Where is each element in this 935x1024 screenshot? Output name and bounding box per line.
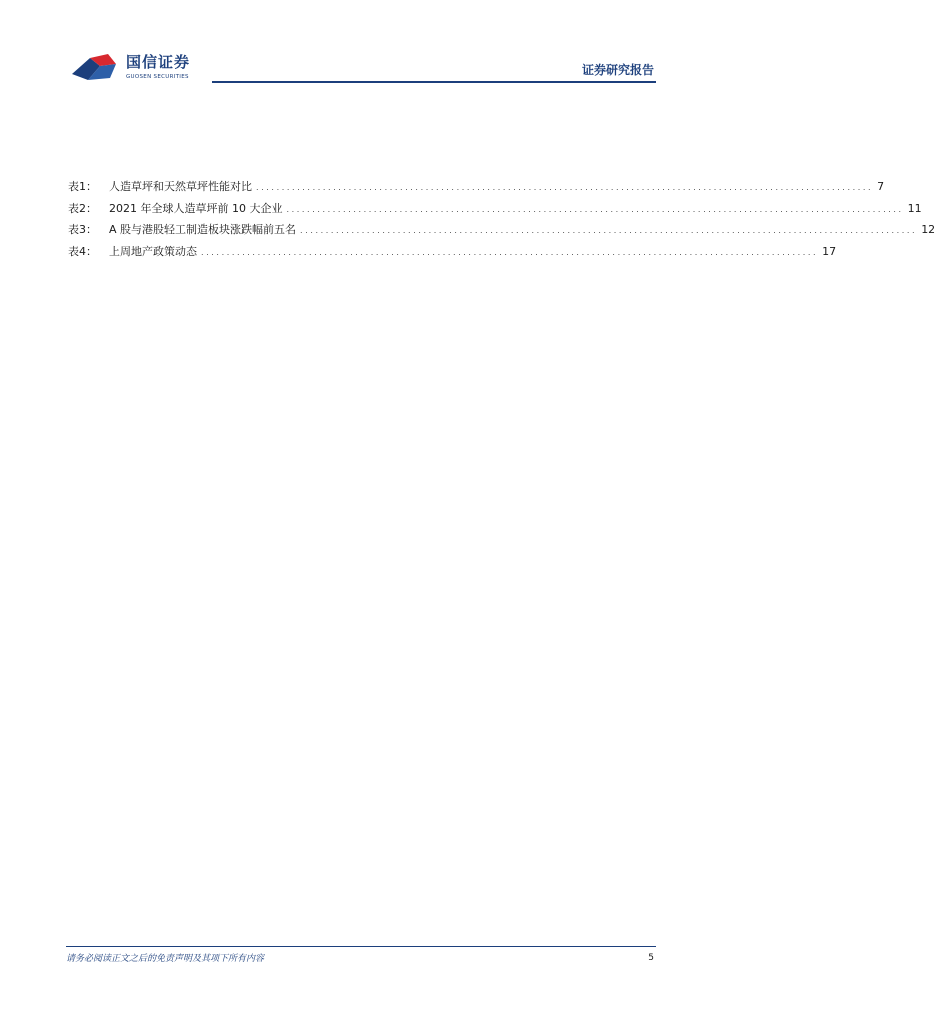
toc-leader-dots: ........................................................................................................................: [300, 226, 918, 235]
page-header: [66, 50, 656, 86]
page-number: 5: [648, 953, 654, 963]
toc-entry[interactable]: [68, 223, 935, 245]
report-type-label: 证券研究报告: [581, 63, 654, 77]
disclaimer-text: 请务必阅读正文之后的免责声明及其项下所有内容: [66, 954, 265, 964]
toc-entry-title: A 股与港股轻工制造板块涨跌幅前五名: [109, 223, 297, 236]
brand-name-en: GUOSEN SECURITIES: [126, 74, 189, 80]
header-divider: [212, 81, 656, 83]
toc-entry-title: 人造草坪和天然草坪性能对比: [109, 180, 252, 193]
toc-entry-title: 2021 年全球人造草坪前 10 大企业: [109, 201, 283, 215]
toc-entry-page: 12: [921, 223, 935, 236]
toc-entry-label: 表4：: [68, 244, 97, 258]
toc-entry[interactable]: [68, 180, 885, 202]
toc-entry-page: 17: [822, 244, 837, 258]
brand: [126, 53, 190, 81]
toc-entry-title: 上周地产政策动态: [109, 244, 197, 258]
brand-name-cn: 国信证券: [126, 53, 191, 71]
toc-leader-dots: ........................................................................................................................: [256, 183, 874, 192]
toc-entry-label: 表3：: [68, 223, 97, 236]
toc-entry[interactable]: [68, 244, 837, 267]
table-of-tables: [68, 180, 935, 266]
footer-divider: [66, 946, 656, 947]
toc-entry-page: 11: [907, 201, 922, 215]
toc-entry[interactable]: [68, 201, 922, 224]
toc-leader-dots: ........................................................................................................................: [201, 247, 819, 257]
toc-entry-page: 7: [877, 180, 885, 193]
toc-leader-dots: ........................................................................................................................: [286, 204, 904, 214]
toc-entry-label: 表1：: [68, 180, 97, 193]
guosen-logo-icon: [70, 52, 126, 82]
page-footer: [66, 946, 656, 964]
toc-entry-label: 表2：: [68, 201, 97, 215]
